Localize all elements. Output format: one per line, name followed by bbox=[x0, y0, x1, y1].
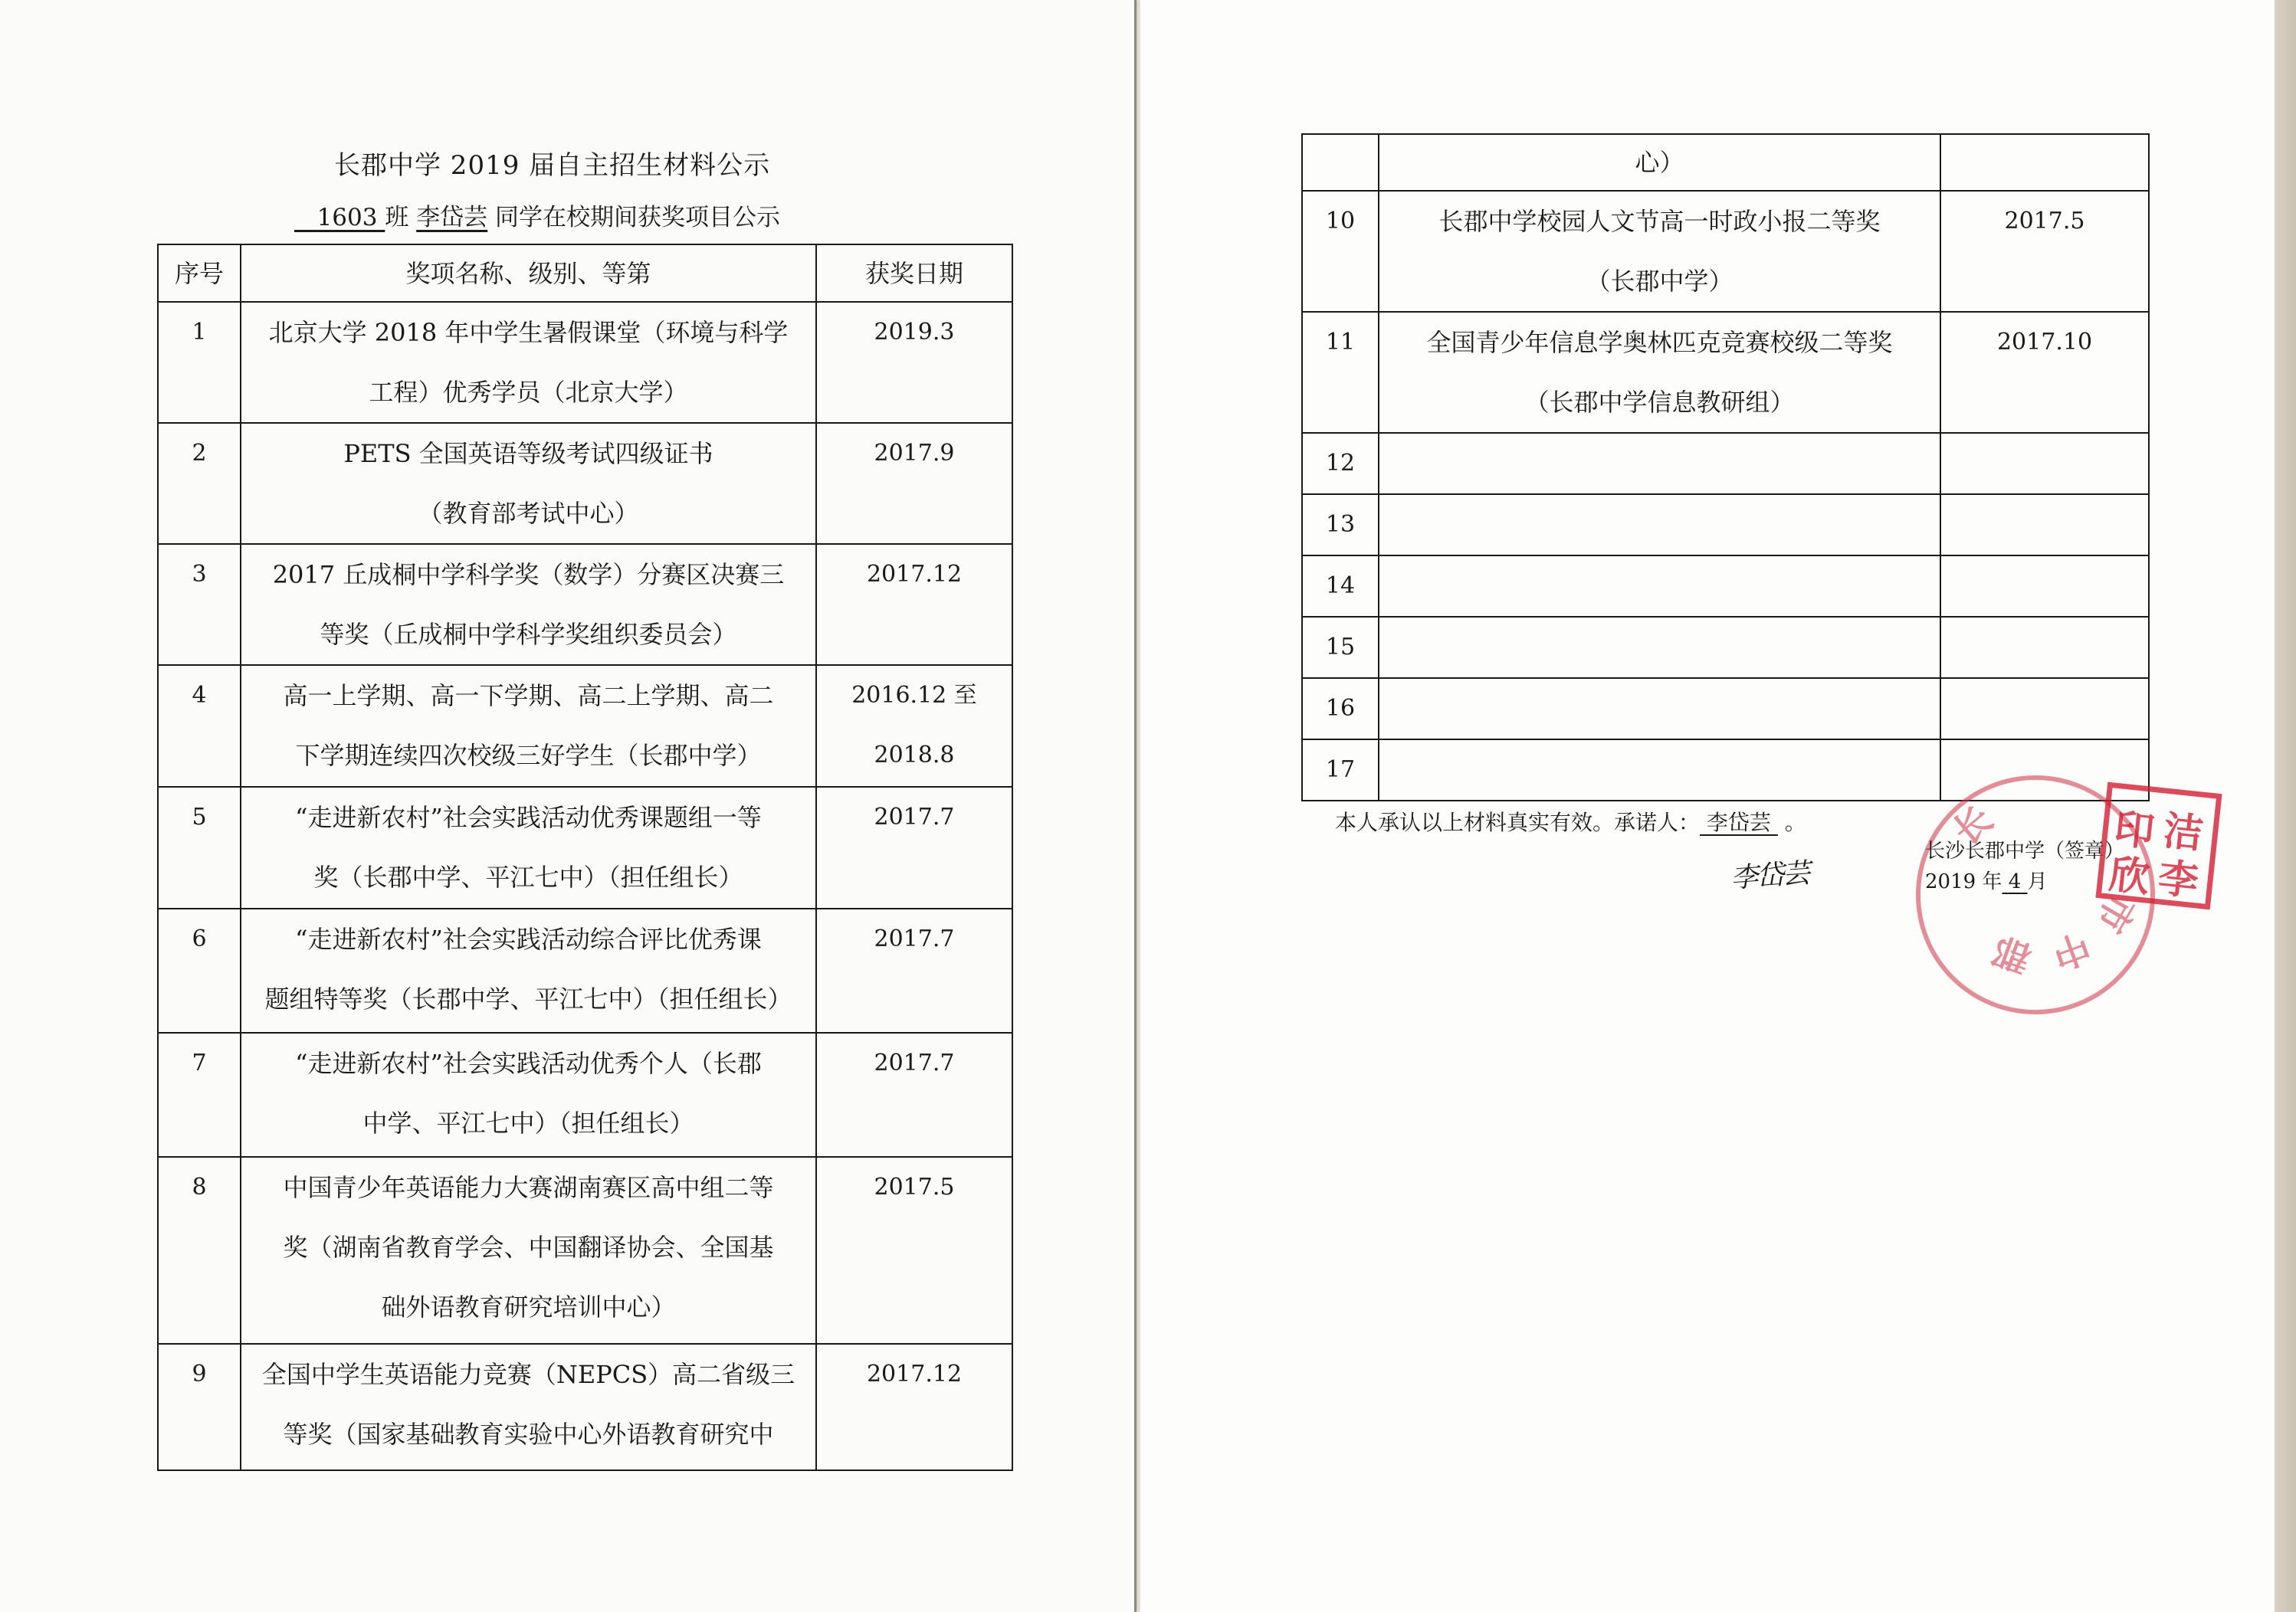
award-date bbox=[816, 544, 1012, 665]
seal-char: 郡 bbox=[1987, 927, 2037, 981]
seal-char: 李 bbox=[2156, 854, 2201, 906]
award-line: 全国中学生英语能力竞赛（NEPCS）高二省级三 bbox=[261, 1360, 795, 1389]
award-line: 中学、平江七中）（担任组长） bbox=[362, 1109, 694, 1138]
award-line: “走进新农村”社会实践活动优秀课题组一等 bbox=[295, 803, 762, 832]
subtitle-text: 同学在校期间获奖项目公示 bbox=[495, 204, 781, 231]
empty-cell bbox=[1379, 555, 1940, 617]
empty-cell bbox=[1940, 433, 2149, 494]
document-title: 长郡中学 2019 届自主招生材料公示 bbox=[334, 150, 771, 181]
header-award-name: 奖项名称、级别、等第 bbox=[241, 244, 816, 302]
personal-seal bbox=[2095, 782, 2222, 910]
row-number: 4 bbox=[158, 665, 241, 787]
award-line: （长郡中学） bbox=[1586, 267, 1733, 296]
continuation-date bbox=[1940, 134, 2149, 191]
award-line: PETS 全国英语等级考试四级证书 bbox=[343, 439, 713, 468]
class-label: 班 bbox=[385, 204, 409, 231]
date-line: 2016.12 至 bbox=[851, 682, 977, 709]
row-number: 5 bbox=[158, 787, 241, 909]
header-date: 获奖日期 bbox=[816, 244, 1012, 302]
sign-date bbox=[1925, 866, 2048, 894]
award-name bbox=[241, 1157, 816, 1344]
pledge-name: 李岱芸 bbox=[1706, 810, 1771, 835]
page-edge bbox=[2275, 0, 2296, 1612]
row-number: 12 bbox=[1302, 433, 1379, 494]
row-number: 14 bbox=[1302, 555, 1379, 617]
empty-cell bbox=[1379, 494, 1940, 555]
award-line: 奖（湖南省教育学会、中国翻译协会、全国基 bbox=[283, 1233, 774, 1262]
empty-cell bbox=[1940, 617, 2149, 678]
header-no: 序号 bbox=[158, 244, 241, 302]
award-name bbox=[241, 302, 816, 423]
empty-cell bbox=[1379, 739, 1940, 801]
seal-char: 印 bbox=[2111, 804, 2157, 857]
award-line: 高一上学期、高一下学期、高二上学期、高二 bbox=[283, 681, 774, 710]
page-divider bbox=[1134, 0, 1137, 1612]
row-number: 15 bbox=[1302, 617, 1379, 678]
award-line: 2017 丘成桐中学科学奖（数学）分赛区决赛三 bbox=[272, 560, 785, 589]
award-line: 中国青少年英语能力大赛湖南赛区高中组二等 bbox=[283, 1173, 774, 1202]
award-name bbox=[241, 1344, 816, 1470]
table-row bbox=[158, 1344, 1012, 1470]
award-line: 础外语教育研究培训中心） bbox=[381, 1293, 676, 1322]
sign-month-unit: 月 bbox=[2027, 870, 2048, 893]
award-line: 长郡中学校园人文节高一时政小报二等奖 bbox=[1438, 207, 1881, 236]
award-name bbox=[241, 423, 816, 544]
row-number: 7 bbox=[158, 1033, 241, 1157]
table-row bbox=[158, 787, 1012, 909]
award-line: 北京大学 2018 年中学生暑假课堂（环境与科学 bbox=[268, 318, 789, 347]
award-line: 下学期连续四次校级三好学生（长郡中学） bbox=[295, 741, 762, 770]
table-row bbox=[158, 1157, 1012, 1344]
seal-char: 长 bbox=[1945, 798, 2002, 854]
empty-cell bbox=[1379, 433, 1940, 494]
award-name bbox=[241, 1033, 816, 1157]
row-number: 8 bbox=[158, 1157, 241, 1344]
award-line: 全国青少年信息学奥林匹克竞赛校级二等奖 bbox=[1426, 328, 1893, 357]
date-line: 2017.12 bbox=[866, 561, 963, 588]
row-number: 6 bbox=[158, 909, 241, 1033]
seal-char: 洁 bbox=[2160, 807, 2206, 858]
date-line: 2018.8 bbox=[874, 742, 955, 768]
class-number: 1603 bbox=[317, 204, 378, 231]
table-row bbox=[158, 909, 1012, 1033]
award-name bbox=[241, 787, 816, 909]
award-name bbox=[1379, 312, 1940, 433]
award-line: 奖（长郡中学、平江七中）（担任组长） bbox=[313, 863, 743, 892]
award-date bbox=[816, 909, 1012, 1033]
empty-cell bbox=[1940, 494, 2149, 555]
seal-char: 市 bbox=[2087, 886, 2143, 941]
award-date bbox=[816, 787, 1012, 909]
row-number: 10 bbox=[1302, 191, 1379, 312]
continuation-text: 心） bbox=[1379, 134, 1940, 191]
row-number: 16 bbox=[1302, 678, 1379, 739]
empty-cell bbox=[1940, 555, 2149, 617]
pledge-end: 。 bbox=[1784, 810, 1806, 835]
table-header-row bbox=[158, 244, 1012, 302]
row-number: 3 bbox=[158, 544, 241, 665]
award-line: 等奖（丘成桐中学科学奖组织委员会） bbox=[320, 620, 737, 649]
date-line: 2017.5 bbox=[874, 1174, 955, 1201]
empty-row bbox=[1302, 678, 2149, 739]
handwritten-signature: 李岱芸 bbox=[1729, 857, 1810, 895]
award-name bbox=[1379, 191, 1940, 312]
award-line: （长郡中学信息教研组） bbox=[1524, 388, 1795, 417]
table-row bbox=[158, 665, 1012, 787]
continuation-no bbox=[1302, 134, 1379, 191]
awards-table-right bbox=[1301, 133, 2150, 801]
table-row bbox=[158, 1033, 1012, 1157]
table-row bbox=[1302, 312, 2149, 433]
award-date bbox=[816, 423, 1012, 544]
award-name bbox=[241, 665, 816, 787]
award-line: （教育部考试中心） bbox=[418, 499, 639, 528]
school-sign-line: 长沙长郡中学（签章） bbox=[1925, 840, 2125, 863]
empty-row bbox=[1302, 555, 2149, 617]
award-date bbox=[816, 302, 1012, 423]
pledge-text: 本人承认以上材料真实有效。承诺人： bbox=[1335, 810, 1701, 835]
sign-year: 2019 年 bbox=[1925, 870, 2002, 893]
award-date bbox=[816, 1033, 1012, 1157]
empty-cell bbox=[1379, 617, 1940, 678]
award-date: 2017.10 bbox=[1940, 312, 2149, 433]
award-date: 2017.5 bbox=[1940, 191, 2149, 312]
empty-row bbox=[1302, 433, 2149, 494]
empty-cell bbox=[1379, 678, 1940, 739]
date-line: 2017.7 bbox=[874, 804, 955, 831]
award-line: 工程）优秀学员（北京大学） bbox=[369, 378, 688, 407]
award-date bbox=[816, 1157, 1012, 1344]
document-subtitle bbox=[294, 198, 780, 232]
date-line: 2017.7 bbox=[874, 1050, 955, 1076]
award-date bbox=[816, 1344, 1012, 1470]
date-line: 2017.12 bbox=[866, 1361, 963, 1388]
seal-char: 欣 bbox=[2107, 850, 2152, 902]
pledge-statement bbox=[1335, 806, 1806, 837]
seal-char: 中 bbox=[2046, 923, 2096, 977]
empty-row bbox=[1302, 617, 2149, 678]
row-number: 17 bbox=[1302, 739, 1379, 801]
award-line: “走进新农村”社会实践活动综合评比优秀课 bbox=[295, 925, 762, 954]
sign-month: 4 bbox=[2008, 870, 2022, 893]
award-line: 等奖（国家基础教育实验中心外语教育研究中 bbox=[283, 1420, 774, 1449]
row-number: 2 bbox=[158, 423, 241, 544]
row-number: 9 bbox=[158, 1344, 241, 1470]
table-row bbox=[1302, 134, 2149, 191]
award-line: “走进新农村”社会实践活动优秀个人（长郡 bbox=[295, 1049, 762, 1078]
row-number: 1 bbox=[158, 302, 241, 423]
award-date bbox=[816, 665, 1012, 787]
table-row bbox=[158, 423, 1012, 544]
award-line: 题组特等奖（长郡中学、平江七中）（担任组长） bbox=[264, 985, 792, 1014]
date-line: 2017.9 bbox=[874, 440, 955, 467]
date-line: 2017.7 bbox=[874, 926, 955, 952]
table-row bbox=[158, 544, 1012, 665]
row-number: 13 bbox=[1302, 494, 1379, 555]
student-name: 李岱芸 bbox=[416, 204, 488, 231]
empty-cell bbox=[1940, 678, 2149, 739]
awards-table-left bbox=[157, 244, 1013, 1471]
table-row bbox=[158, 302, 1012, 423]
row-number: 11 bbox=[1302, 312, 1379, 433]
date-line: 2019.3 bbox=[874, 319, 955, 346]
award-name bbox=[241, 544, 816, 665]
award-name bbox=[241, 909, 816, 1033]
table-row bbox=[1302, 191, 2149, 312]
empty-row bbox=[1302, 494, 2149, 555]
